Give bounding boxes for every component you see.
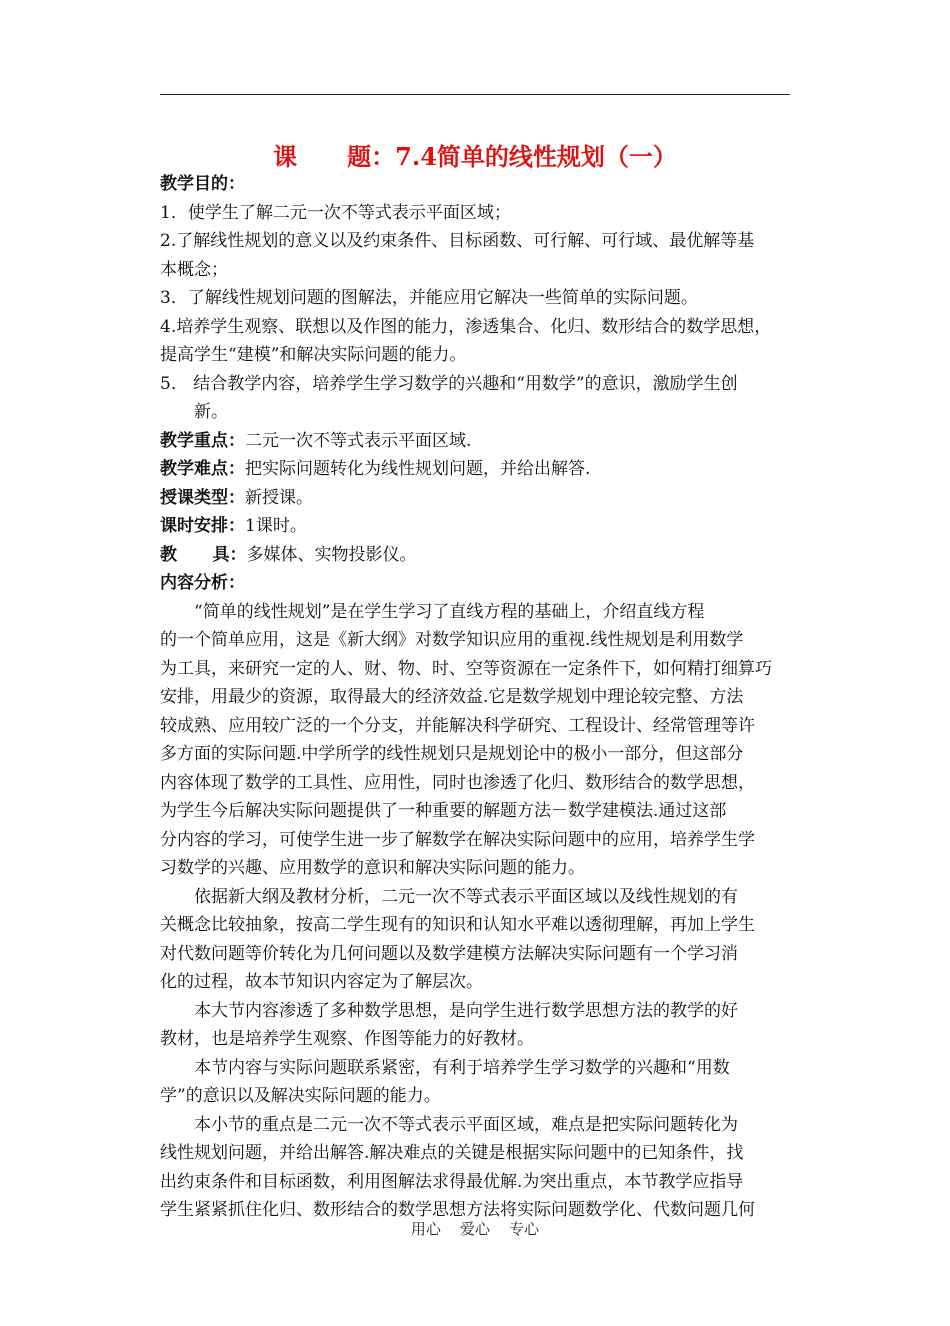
paragraph-line: 教材，也是培养学生观察、作图等能力的好教材。 (160, 1029, 534, 1049)
field-value: 多媒体、实物投影仪。 (246, 544, 417, 565)
paragraph-line: 对代数问题等价转化为几何问题以及数学建模方法解决实际问题有一个学习消 (160, 943, 738, 964)
field-label: 课时安排： (160, 516, 245, 536)
objectives-heading: 教学目的： (160, 174, 245, 194)
objective-line: 5． 结合教学内容，培养学生学习数学的兴趣和“用数学”的意识，激励学生创 (160, 373, 738, 394)
field-label: 教学重点： (160, 430, 245, 451)
paragraph-line: 本节内容与实际问题联系紧密，有利于培养学生学习数学的兴趣和“用数 (194, 1057, 730, 1078)
paragraph-line: 的一个简单应用，这是《新大纲》对数学知识应用的重视.线性规划是利用数学 (160, 630, 744, 650)
paragraph-line: 化的过程，故本节知识内容定为了解层次。 (160, 972, 483, 992)
header-rule (160, 94, 790, 95)
paragraph-line: 较成熟、应用较广泛的一个分支，并能解决科学研究、工程设计、经常管理等许 (160, 715, 755, 736)
objective-line: 2.了解线性规划的意义以及约束条件、目标函数、可行解、可行域、最优解等基 (160, 231, 755, 251)
field-difficulty (160, 455, 792, 484)
paragraph-line: 为工具，来研究一定的人、财、物、时、空等资源在一定条件下，如何精打细算巧 (160, 658, 772, 679)
paragraph-line: 习数学的兴趣、应用数学的意识和解决实际问题的能力。 (160, 858, 585, 878)
paragraph-line: 内容体现了数学的工具性、应用性，同时也渗透了化归、数形结合的数学思想， (160, 772, 755, 793)
document-body (160, 170, 792, 1225)
paragraph-line: 学生紧紧抓住化归、数形结合的数学思想方法将实际问题数学化、代数问题几何 (160, 1200, 755, 1220)
objective-line: 本概念； (160, 259, 228, 280)
paragraph-line: 学”的意识以及解决实际问题的能力。 (160, 1086, 441, 1106)
lesson-title: 课 题：7.4简单的线性规划（一） (273, 142, 677, 171)
field-key-point (160, 427, 792, 456)
field-value: 把实际问题转化为线性规划问题，并给出解答. (245, 459, 591, 479)
paragraph-line: 安排，用最少的资源，取得最大的经济效益.它是数学规划中理论较完整、方法 (160, 687, 744, 707)
analysis-heading: 内容分析： (160, 573, 245, 593)
objective-line: 提高学生“建模”和解决实际问题的能力。 (160, 345, 467, 365)
page-footer: 用心 爱心 专心 (410, 1220, 540, 1238)
paragraph-line: 线性规划问题，并给出解答.解决难点的关键是根据实际问题中的已知条件，找 (160, 1143, 744, 1163)
field-label: 教 具： (160, 544, 247, 565)
paragraph-line: 本小节的重点是二元一次不等式表示平面区域，难点是把实际问题转化为 (194, 1114, 738, 1135)
paragraph-line: 关概念比较抽象，按高二学生现有的知识和认知水平难以透彻理解，再加上学生 (160, 915, 755, 935)
objective-line: 新。 (194, 402, 228, 422)
paragraph-line: 本大节内容渗透了多种数学思想，是向学生进行数学思想方法的教学的好 (194, 1000, 738, 1021)
field-schedule (160, 512, 792, 541)
field-value: 二元一次不等式表示平面区域. (245, 430, 472, 451)
objective-line: 3．了解线性规划问题的图解法，并能应用它解决一些简单的实际问题。 (160, 288, 698, 308)
field-teaching-aids (160, 541, 792, 570)
field-label: 教学难点： (160, 459, 245, 479)
paragraph-line: “简单的线性规划”是在学生学习了直线方程的基础上，介绍直线方程 (194, 601, 705, 622)
field-label: 授课类型： (160, 487, 245, 508)
objective-line: 1．使学生了解二元一次不等式表示平面区域； (160, 202, 511, 223)
field-value: 1课时。 (245, 516, 307, 536)
paragraph-line: 为学生今后解决实际问题提供了一种重要的解题方法－数学建模法.通过这部 (160, 801, 727, 821)
field-value: 新授课。 (245, 487, 313, 508)
paragraph-line: 出约束条件和目标函数，利用图解法求得最优解.为突出重点，本节教学应指导 (160, 1171, 744, 1192)
paragraph-line: 依据新大纲及教材分析，二元一次不等式表示平面区域以及线性规划的有 (194, 886, 738, 907)
field-lesson-type (160, 484, 792, 513)
paragraph-line: 多方面的实际问题.中学所学的线性规划只是规划论中的极小一部分，但这部分 (160, 744, 744, 764)
paragraph-line: 分内容的学习，可使学生进一步了解数学在解决实际问题中的应用，培养学生学 (160, 829, 755, 850)
objective-line: 4.培养学生观察、联想以及作图的能力，渗透集合、化归、数形结合的数学思想， (160, 316, 772, 337)
